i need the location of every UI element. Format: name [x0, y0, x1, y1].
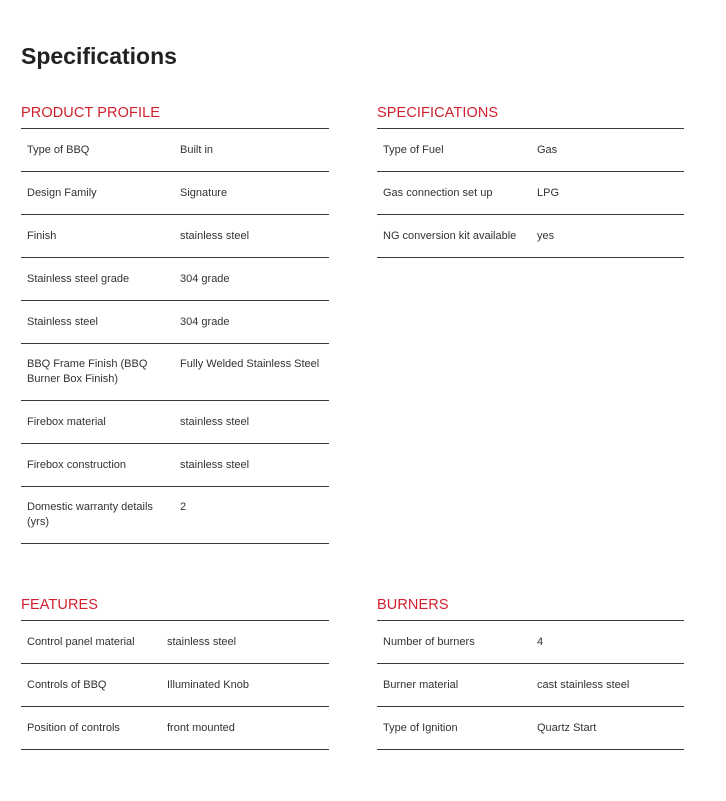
row-value: yes [537, 215, 684, 258]
table-row [21, 444, 329, 487]
table-row [377, 664, 684, 707]
table-row [21, 301, 329, 344]
row-label: Control panel material [21, 621, 167, 664]
table-row [21, 664, 329, 707]
table-row [21, 621, 329, 664]
product-profile-table [21, 129, 329, 544]
specifications-table [377, 129, 684, 258]
row-value: Fully Welded Stainless Steel [180, 344, 329, 401]
features-heading: FEATURES [21, 595, 329, 621]
row-label: Domestic warranty details (yrs) [21, 487, 180, 544]
table-row [377, 621, 684, 664]
table-row [21, 172, 329, 215]
table-row [21, 487, 329, 544]
row-value: stainless steel [180, 444, 329, 487]
table-row [21, 344, 329, 401]
features-table [21, 621, 329, 750]
row-label: Stainless steel [21, 301, 180, 344]
burners-section [377, 595, 684, 750]
table-row [21, 129, 329, 172]
burners-heading: BURNERS [377, 595, 684, 621]
row-label: Stainless steel grade [21, 258, 180, 301]
row-label: Burner material [377, 664, 537, 707]
row-label: Type of Fuel [377, 129, 537, 172]
table-row [377, 129, 684, 172]
row-label: Firebox construction [21, 444, 180, 487]
table-row [377, 172, 684, 215]
row-label: Controls of BBQ [21, 664, 167, 707]
table-row [377, 707, 684, 750]
row-value: stainless steel [180, 215, 329, 258]
row-value: Illuminated Knob [167, 664, 329, 707]
specifications-section [377, 103, 684, 258]
row-label: Position of controls [21, 707, 167, 750]
burners-table [377, 621, 684, 750]
row-value: stainless steel [167, 621, 329, 664]
row-value: Quartz Start [537, 707, 684, 750]
page-title: Specifications [21, 43, 177, 69]
row-label: Finish [21, 215, 180, 258]
product-profile-heading: PRODUCT PROFILE [21, 103, 329, 129]
row-value: Gas [537, 129, 684, 172]
row-label: Type of BBQ [21, 129, 180, 172]
row-label: Number of burners [377, 621, 537, 664]
row-value: cast stainless steel [537, 664, 684, 707]
row-label: NG conversion kit available [377, 215, 537, 258]
row-value: Signature [180, 172, 329, 215]
row-label: Firebox material [21, 401, 180, 444]
table-row [377, 215, 684, 258]
product-profile-section [21, 103, 329, 544]
table-row [21, 258, 329, 301]
row-label: Gas connection set up [377, 172, 537, 215]
table-row [21, 215, 329, 258]
row-value: front mounted [167, 707, 329, 750]
row-value: LPG [537, 172, 684, 215]
row-label: BBQ Frame Finish (BBQ Burner Box Finish) [21, 344, 180, 401]
specifications-heading: SPECIFICATIONS [377, 103, 684, 129]
table-row [21, 707, 329, 750]
row-value: 304 grade [180, 258, 329, 301]
row-label: Design Family [21, 172, 180, 215]
row-value: 4 [537, 621, 684, 664]
features-section [21, 595, 329, 750]
row-value: 2 [180, 487, 329, 544]
row-value: Built in [180, 129, 329, 172]
row-label: Type of Ignition [377, 707, 537, 750]
row-value: stainless steel [180, 401, 329, 444]
table-row [21, 401, 329, 444]
row-value: 304 grade [180, 301, 329, 344]
